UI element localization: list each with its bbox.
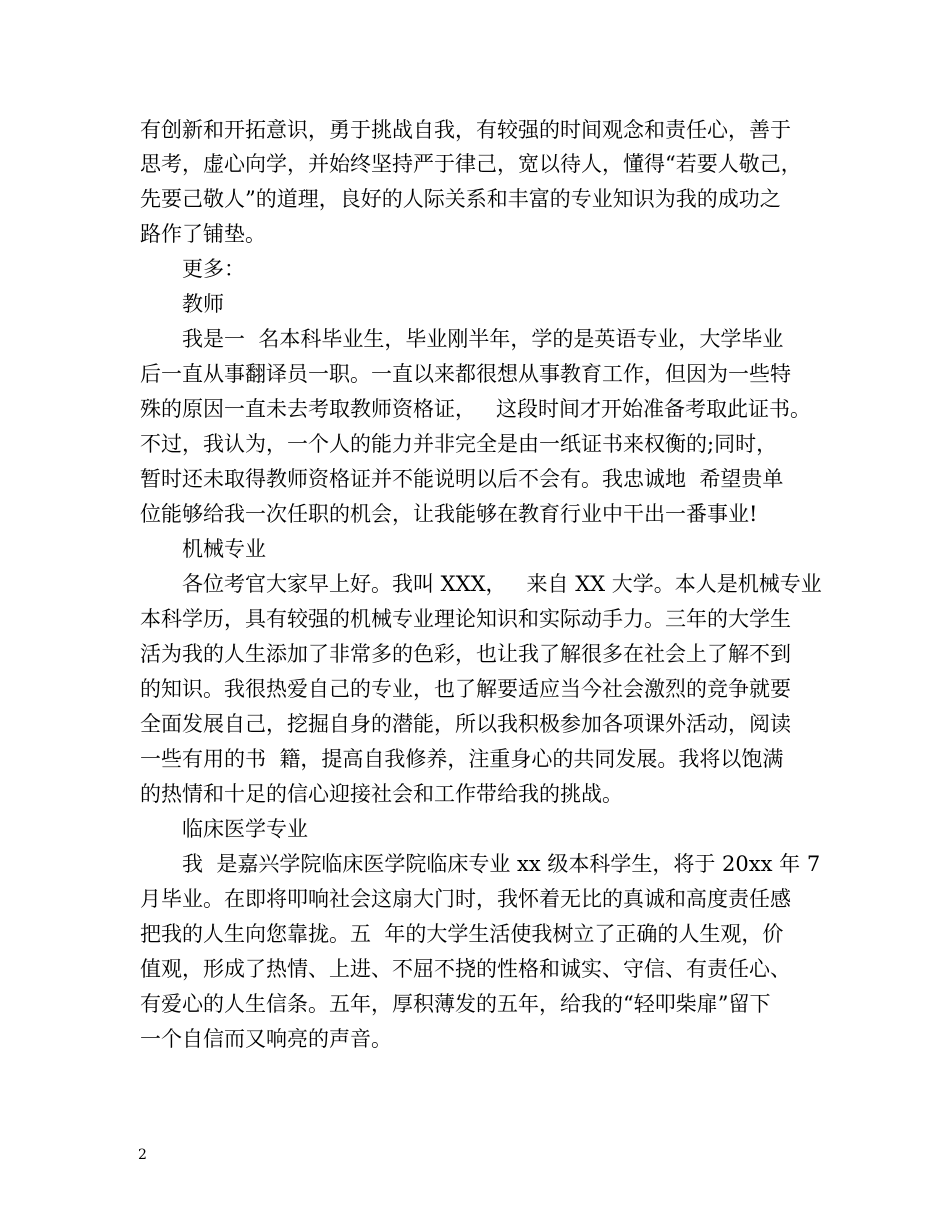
section-heading: 更多： [182,257,245,281]
text-line: 我是一 名本科毕业生，毕业刚半年，学的是英语专业，大学毕业 [182,327,784,351]
text-line: 我 是嘉兴学院临床医学院临床专业 xx 级本科学生，将于 20xx 年 7 [182,852,821,876]
text-line: 路作了铺垫。 [140,222,266,246]
text-line: 先要己敬人”的道理，良好的人际关系和丰富的专业知识为我的成功之 [140,187,781,211]
text-line: 各位考官大家早上好。我叫 XXX， 来自 XX 大学。本人是机械专业 [182,572,822,596]
text-line: 一个自信而又响亮的声音。 [140,1027,392,1051]
section-heading: 教师 [182,292,224,316]
section-heading: 临床医学专业 [182,817,308,841]
text-line: 位能够给我一次任职的机会，让我能够在教育行业中干出一番事业! [140,502,758,526]
text-line: 全面发展自己，挖掘自身的潜能，所以我积极参加各项课外活动，阅读 [140,712,791,736]
text-line: 思考，虚心向学，并始终坚持严于律己，宽以待人，懂得“若要人敬己， [140,152,802,176]
text-line: 殊的原因一直未去考取教师资格证， 这段时间才开始准备考取此证书。 [140,397,812,421]
text-line: 活为我的人生添加了非常多的色彩，也让我了解很多在社会上了解不到 [140,642,791,666]
text-line: 值观，形成了热情、上进、不屈不挠的性格和诚实、守信、有责任心、 [140,957,791,981]
section-heading: 机械专业 [182,537,266,561]
text-line: 暂时还未取得教师资格证并不能说明以后不会有。我忠诚地 希望贵单 [140,467,784,491]
text-line: 把我的人生向您靠拢。五 年的大学生活使我树立了正确的人生观，价 [140,922,784,946]
text-line: 有创新和开拓意识，勇于挑战自我，有较强的时间观念和责任心，善于 [140,118,791,142]
text-line: 月毕业。在即将叩响社会这扇大门时，我怀着无比的真诚和高度责任感 [140,887,791,911]
page-number: 2 [138,1147,147,1163]
text-line: 本科学历，具有较强的机械专业理论知识和实际动手力。三年的大学生 [140,607,791,631]
text-line: 的知识。我很热爱自己的专业，也了解要适应当今社会激烈的竞争就要 [140,677,791,701]
text-line: 有爱心的人生信条。五年，厚积薄发的五年，给我的“轻叩柴扉”留下 [140,992,771,1016]
text-line: 不过，我认为，一个人的能力并非完全是由一纸证书来权衡的;同时， [140,432,778,456]
text-line: 后一直从事翻译员一职。一直以来都很想从事教育工作，但因为一些特 [140,362,791,386]
text-line: 的热情和十足的信心迎接社会和工作带给我的挑战。 [140,782,623,806]
text-line: 一些有用的书 籍，提高自我修养，注重身心的共同发展。我将以饱满 [140,747,784,771]
